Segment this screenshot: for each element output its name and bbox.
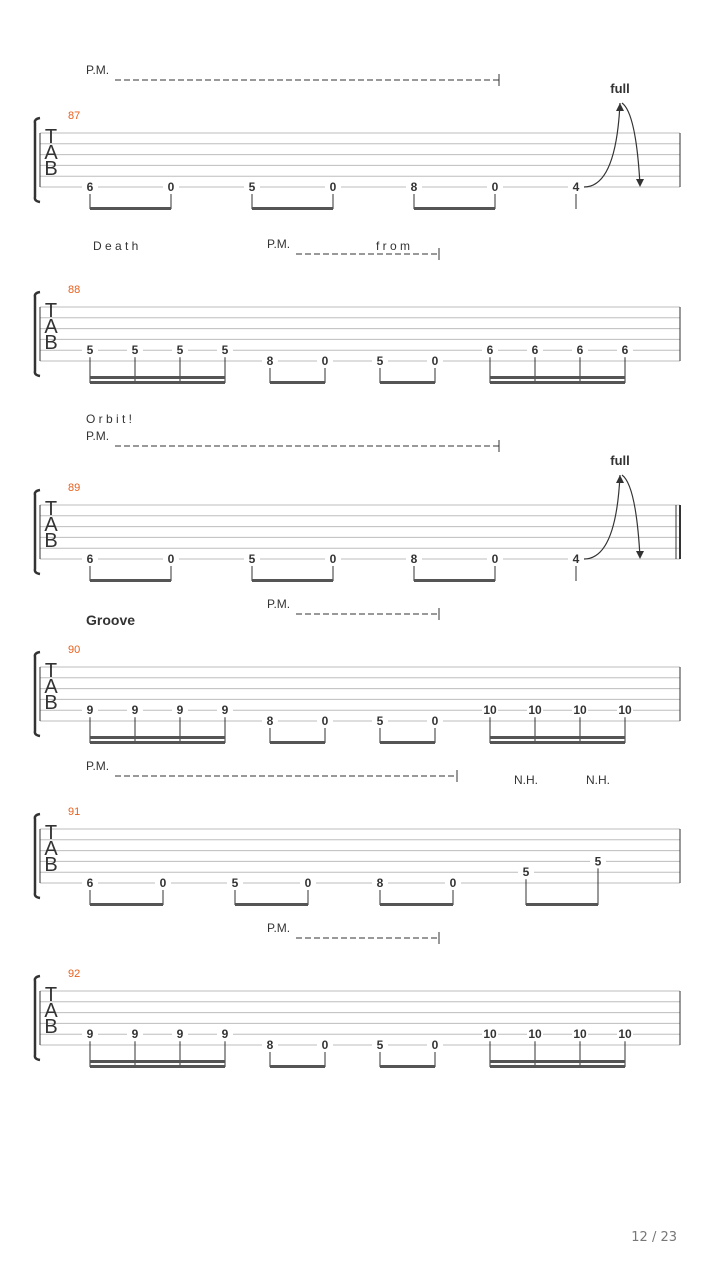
fret-number: 9 (131, 703, 139, 718)
fret-number: 0 (329, 180, 337, 194)
lyric-text: O r b i t ! (86, 412, 133, 426)
fret-number: 6 (86, 552, 94, 566)
system-bracket (35, 118, 40, 202)
fret-number: 10 (483, 703, 497, 718)
fret-number: 5 (522, 865, 530, 880)
fret-number: 8 (266, 1038, 274, 1052)
beam (90, 381, 225, 384)
tab-clef-letter: T (44, 498, 58, 520)
lyric-text: D e a t h (93, 239, 139, 253)
beam-secondary (90, 376, 225, 379)
fret-number: 5 (86, 343, 94, 358)
beam-secondary (90, 1060, 225, 1063)
fret-number: 0 (167, 180, 175, 194)
fret-number: 5 (376, 1038, 384, 1052)
tab-clef-letter: A (44, 142, 58, 164)
fret-number: 5 (131, 343, 139, 358)
tab-clef-letter: T (44, 660, 58, 682)
fret-number: 8 (266, 354, 274, 368)
fret-number: 10 (618, 703, 632, 718)
beam (90, 579, 171, 582)
fret-number: 0 (321, 1038, 329, 1052)
natural-harmonic-label: N.H. (514, 773, 538, 787)
fret-number: 0 (321, 354, 329, 368)
staff-system-89 (35, 412, 680, 582)
fret-number: 9 (86, 703, 94, 718)
tab-clef-letter: B (44, 854, 58, 876)
fret-number: 6 (621, 343, 629, 358)
fret-number: 9 (176, 1027, 184, 1042)
tab-clef-letter: B (44, 530, 58, 552)
tab-clef-letter: A (44, 676, 58, 698)
beam (90, 903, 163, 906)
palm-mute-label: P.M. (267, 237, 291, 251)
staff-system-91 (35, 759, 680, 906)
beam (490, 1065, 625, 1068)
fret-number: 9 (131, 1027, 139, 1042)
fret-number: 5 (176, 343, 184, 358)
beam (380, 1065, 435, 1068)
fret-number: 6 (486, 343, 494, 358)
beam (526, 903, 598, 906)
fret-number: 10 (573, 703, 587, 718)
beam (252, 207, 333, 210)
fret-number: 10 (573, 1027, 587, 1042)
fret-number: 0 (321, 714, 329, 728)
bend-curve (584, 475, 620, 559)
page-number: 12 / 23 (631, 1230, 677, 1245)
measure-number: 91 (68, 806, 81, 818)
palm-mute-label: P.M. (86, 759, 110, 773)
fret-number: 0 (431, 1038, 439, 1052)
system-bracket (35, 814, 40, 898)
bend-curve (584, 103, 620, 187)
fret-number: 9 (221, 703, 229, 718)
fret-number: 9 (221, 1027, 229, 1042)
fret-number: 5 (231, 876, 239, 890)
beam (270, 1065, 325, 1068)
fret-number: 8 (376, 876, 384, 890)
beam-secondary (490, 376, 625, 379)
fret-number: 4 (572, 552, 580, 566)
tab-clef-letter: T (44, 984, 58, 1006)
tab-clef-letter: A (44, 316, 58, 338)
measure-number: 92 (68, 968, 81, 980)
staff-system-88 (35, 237, 680, 384)
beam (490, 741, 625, 744)
palm-mute-label: P.M. (86, 63, 110, 77)
beam (90, 1065, 225, 1068)
beam (90, 207, 171, 210)
beam (270, 381, 325, 384)
measure-number: 87 (68, 110, 81, 122)
fret-number: 6 (86, 180, 94, 194)
tab-clef-letter: B (44, 158, 58, 180)
natural-harmonic-label: N.H. (586, 773, 610, 787)
palm-mute-label: P.M. (267, 921, 291, 935)
staff-system-92 (35, 921, 680, 1068)
tab-clef-letter: A (44, 1000, 58, 1022)
fret-number: 8 (266, 714, 274, 728)
fret-number: 4 (572, 180, 580, 194)
section-label: Groove (86, 612, 136, 628)
fret-number: 0 (431, 714, 439, 728)
measure-number: 88 (68, 284, 81, 296)
tab-clef-letter: A (44, 514, 58, 536)
beam-secondary (490, 736, 625, 739)
tab-clef-letter: B (44, 692, 58, 714)
tab-clef-letter: T (44, 300, 58, 322)
fret-number: 5 (221, 343, 229, 358)
fret-number: 5 (376, 354, 384, 368)
measure-number: 89 (68, 482, 81, 494)
fret-number: 0 (304, 876, 312, 890)
fret-number: 6 (86, 876, 94, 890)
fret-number: 6 (531, 343, 539, 358)
tab-clef-letter: A (44, 838, 58, 860)
beam (490, 381, 625, 384)
fret-number: 8 (410, 180, 418, 194)
fret-number: 0 (431, 354, 439, 368)
fret-number: 0 (491, 180, 499, 194)
system-bracket (35, 490, 40, 574)
fret-number: 10 (483, 1027, 497, 1042)
tab-clef-letter: T (44, 822, 58, 844)
palm-mute-label: P.M. (86, 429, 110, 443)
fret-number: 0 (491, 552, 499, 566)
beam (380, 381, 435, 384)
beam (252, 579, 333, 582)
fret-number: 10 (618, 1027, 632, 1042)
beam (235, 903, 308, 906)
fret-number: 0 (329, 552, 337, 566)
beam (414, 579, 495, 582)
bend-amount-label: full (610, 453, 630, 468)
beam (414, 207, 495, 210)
fret-number: 10 (528, 1027, 542, 1042)
fret-number: 5 (376, 714, 384, 728)
tab-clef-letter: T (44, 126, 58, 148)
tab-clef-letter: B (44, 1016, 58, 1038)
lyric-text: f r o m (376, 239, 411, 253)
staff-system-87 (35, 63, 680, 210)
fret-number: 9 (86, 1027, 94, 1042)
beam (380, 741, 435, 744)
fret-number: 5 (248, 552, 256, 566)
bend-amount-label: full (610, 81, 630, 96)
beam (270, 741, 325, 744)
release-arrowhead (636, 179, 644, 187)
fret-number: 0 (159, 876, 167, 890)
staff-system-90 (35, 597, 680, 744)
fret-number: 6 (576, 343, 584, 358)
palm-mute-label: P.M. (267, 597, 291, 611)
fret-number: 9 (176, 703, 184, 718)
fret-number: 0 (449, 876, 457, 890)
beam-secondary (90, 736, 225, 739)
system-bracket (35, 976, 40, 1060)
fret-number: 0 (167, 552, 175, 566)
beam (380, 903, 453, 906)
beam-secondary (490, 1060, 625, 1063)
system-bracket (35, 292, 40, 376)
fret-number: 5 (594, 854, 602, 869)
beam (90, 741, 225, 744)
release-arrowhead (636, 551, 644, 559)
tab-clef-letter: B (44, 332, 58, 354)
system-bracket (35, 652, 40, 736)
fret-number: 10 (528, 703, 542, 718)
fret-number: 8 (410, 552, 418, 566)
measure-number: 90 (68, 644, 81, 656)
fret-number: 5 (248, 180, 256, 194)
